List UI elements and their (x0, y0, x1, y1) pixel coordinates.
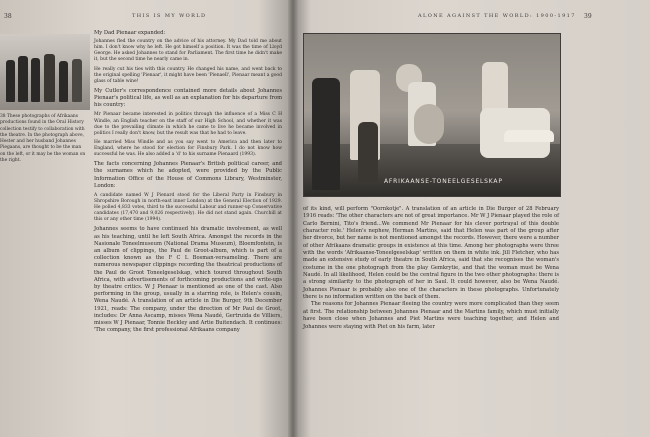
left-text-column (94, 30, 282, 337)
paragraph: My Cutler's correspondence contained more details about Johannes Pienaar's political life, as well as an explanation for his departure from his country: (94, 87, 282, 109)
theatre-photograph (303, 33, 561, 197)
photo-label: AFRIKAANSE-TONEELGESELSKAP (384, 178, 503, 185)
left-page (0, 0, 293, 437)
right-running-head: ALONE AGAINST THE WORLD: 1900-1917 (418, 13, 576, 19)
left-running-head: THIS IS MY WORLD (132, 13, 207, 19)
right-text-column (303, 206, 559, 331)
paragraph: of its kind, will perform "Oornkotje". A translation of an article in Die Burger of 28 February 1916 reads: 'The other characters are not of great importance. Mr W J Pienaar played the role of Carlo Bernini, Tito's friend...We commend Mr Pienaar for his clever portrayal of this double character role.' Helen's nephew, Herman Martins, said that Helen was part of the group after her divorce, but her name is not mentioned amongst the records. However, there were a number of other Afrikaans dramatic groups in existence at this time. Among her photographs were three with the words 'Afrikaanse-Toneelgeselskap' written on them in white ink. Jill Fletcher, who has made an extensive study of early theatre in South Africa, said that she recognises the woman's costume in the one photograph from the play Gemkrytie, and that the woman must be Wena Naudé. In all likelihood, Helen could be the central figure in the two other photographs: there is a strong similarity to the photograph of her in Saul. It could however, also be Wena Naudé. Johannes Pienaar is probably also one of the characters in these photographs. Unfortunately there is no information written on the back of them. (303, 206, 559, 301)
left-photo-caption: 38 These photographs of Afrikaans productions found in the Oral History collection testify to collaboration with the theatre. In the photograph above, Hester and her husband Johannes Piegaans, are thought to be the man on the left, or it may be the woman on the right. (0, 114, 86, 164)
block-quote: He really cut his ties with this country. He changed his name, and went back to the original spelling 'Pienaar', it might have been 'Pienaell', Pienaar meant a good glass of table wine! (94, 66, 282, 84)
block-quote: Johannes fled the country on the advice of his attorney. My Dad told me about him. I don't know why he left. He got himself a position. It was the time of Lloyd George. He asked Johannes to stand for Parliament. The first time he didn't make it, but the second time he nearly came in. (94, 39, 282, 63)
right-folio: 39 (584, 13, 592, 20)
paragraph: The reasons for Johannes Pienaar fleeing the country were more complicated than they seem at first. The relationship between Johannes Pienaar and the Martins family, which must initially have been close when Johannes and Piet Martins were teaching together, and Helen and Johannes were staying with Piet on his farm, later (303, 301, 559, 330)
left-folio: 38 (4, 13, 12, 20)
block-quote: Mr Pienaar became interested in politics through the influence of a Miss C H Windle, an English teacher on the staff of our High School, and whether it was due to the prevailing climate in which he came to live he became involved in politics I really don't know, but the result was that he had to leave. (94, 112, 282, 136)
block-quote: He married Miss Windle and as you say went to America and then later to England, where he stood for election for Finsbury Park. I do not know how successful he was. He also added a 'd' to his surname Pienaard (1993). (94, 139, 282, 158)
paragraph: The facts concerning Johannes Pienaar's British political career, and the surnames which he adopted, were provided by the Public Information Office of the House of Commons Library, Westminster, London: (94, 161, 282, 189)
block-quote: A candidate named W J Pienard stood for the Liberal Party in Finsbury in Shropshire Borough in north-east inner London) at the General Election of 1929. He polled 4,833 votes, third to the successful Labour and runner-up Conservative candidates (17,470 and 9,026 respectively). He did not stand again. Churchill at this or any other time (1994). (94, 192, 282, 223)
paragraph: Johannes seems to have continued his dramatic involvement, as well as his teaching, until he left South Africa. Amongst the records in the Nasionale Toneelmuseum (National Drama Museum), Bloemfontein, is an album of clippings, the Paul de Groot-album, which is part of a collection known as the F C L Bosman-versameling. There are numerous newspaper clippings recording the theatrical productions of the Paul de Groot Toneelgeselskap, which toured throughout South Africa, with advertisements of forthcoming productions and write-ups by theatre critics. W J Pienaar is mentioned as one of the cast. Also performing in the group, usually in a starring role, is Helen's cousin, Wena Naudé. A translation of an article in Die Burger, 9th December 1921, reads: The company, under the direction of Mr Paul de Groot, includes: Dr Anna Ascamp, misses Wena Naudé, Gertruida de Villiers, misses W J Pienaar, Tonnie Beckley and Artie Buitendach. It continues: 'The company, the first professional Afrikaans company (94, 226, 282, 334)
paragraph: My Dad Pienaar expanded: (94, 30, 166, 36)
left-photograph (0, 34, 90, 110)
book-gutter (288, 0, 298, 437)
